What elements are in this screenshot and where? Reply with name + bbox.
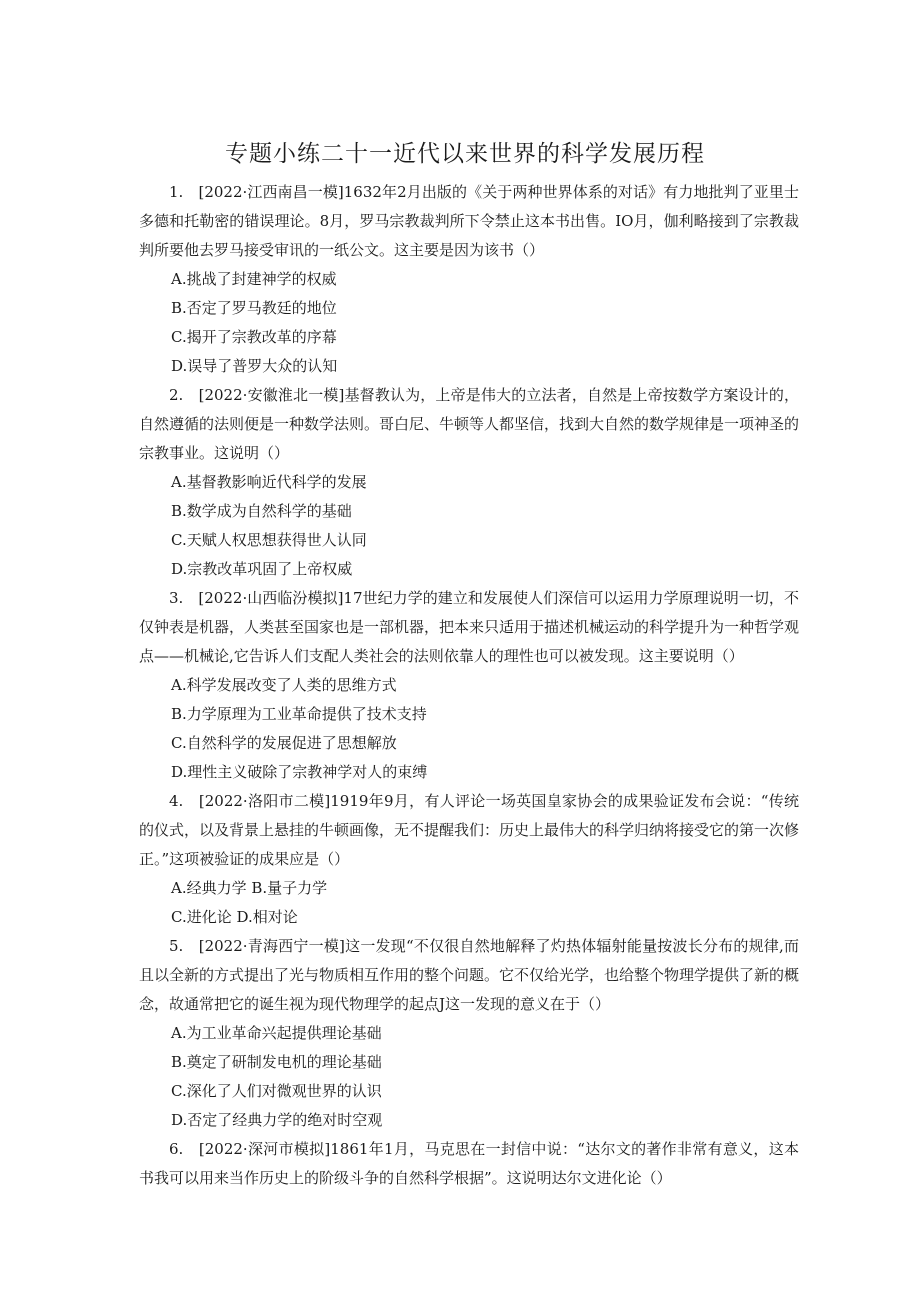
option-a-b: A.经典力学 B.量子力学 [171,879,328,897]
option-list [139,468,799,584]
option-list [139,874,799,932]
option-list [139,265,799,381]
option-c: C.深化了人们对微观世界的认识 [171,1082,382,1100]
option-c: C.天赋人权思想获得世人认同 [171,531,367,549]
question-stem: 5. [2022·青海西宁一模]这一发现“不仅很自然地解释了灼热体辐射能量按波长分布的规律,而且以全新的方式提出了光与物质相互作用的整个问题。它不仅给光学，也给整个物理学提供了新的概念，故通常把它的诞生视为现代物理学的起点J这一发现的意义在于（） [139,937,800,1013]
option-a: A.挑战了封建神学的权威 [171,270,337,288]
question-stem: 1. [2022·江西南昌一模]1632年2月出版的《关于两种世界体系的对话》有力地批判了亚里士多德和托勒密的错误理论。8月，罗马宗教裁判所下令禁止这本书出售。IO月，伽利略接到了宗教裁判所要他去罗马接受审讯的一纸公文。这主要是因为该书（） [139,183,799,259]
question-stem: 2. [2022·安徽淮北一模]基督教认为，上帝是伟大的立法者，自然是上帝按数学方案设计的，自然遵循的法则便是一种数学法则。哥白尼、牛顿等人都坚信，找到大自然的数学规律是一项神圣的宗教事业。这说明（） [139,386,800,462]
question-6 [139,1135,799,1193]
option-d: D.否定了经典力学的绝对时空观 [171,1111,383,1129]
question-list [139,178,799,1193]
question-2 [139,381,799,584]
question-4 [139,787,799,932]
option-b: B.否定了罗马教廷的地位 [171,299,337,317]
question-stem: 3. [2022·山西临汾模拟]17世纪力学的建立和发展使人们深信可以运用力学原理说明一切，不仅钟表是机器，人类甚至国家也是一部机器，把本来只适用于描述机械运动的科学提升为一种哲学观点——机械论,它告诉人们支配人类社会的法则依靠人的理性也可以被发现。这主要说明（） [139,589,800,665]
option-c: C.自然科学的发展促进了思想解放 [171,734,397,752]
question-3 [139,584,799,787]
question-stem: 6. [2022·深河市模拟]1861年1月，马克思在一封信中说：“达尔文的著作非常有意义，这本书我可以用来当作历史上的阶级斗争的自然科学根据”。这说明达尔文进化论（） [139,1140,799,1187]
option-b: B.奠定了研制发电机的理论基础 [171,1053,382,1071]
option-d: D.误导了普罗大众的认知 [171,357,338,375]
option-b: B.数学成为自然科学的基础 [171,502,352,520]
option-list [139,671,799,787]
question-1 [139,178,799,381]
option-a: A.科学发展改变了人类的思维方式 [171,676,397,694]
question-5 [139,932,799,1135]
option-c-d: C.进化论 D.相对论 [171,908,298,926]
option-d: D.理性主义破除了宗教神学对人的束缚 [171,763,428,781]
option-a: A.为工业革命兴起提供理论基础 [171,1024,382,1042]
option-b: B.力学原理为工业革命提供了技术支持 [171,705,427,723]
option-c: C.揭开了宗教改革的序幕 [171,328,337,346]
option-a: A.基督教影响近代科学的发展 [171,473,367,491]
option-list [139,1019,799,1135]
page-title: 专题小练二十一近代以来世界的科学发展历程 [225,141,705,167]
question-stem: 4. [2022·洛阳市二模]1919年9月，有人评论一场英国皇家协会的成果验证发布会说：“传统的仪式，以及背景上悬挂的牛顿画像，无不提醒我们：历史上最伟大的科学归纳将接受它的第一次修正。”这项被验证的成果应是（） [139,792,800,868]
option-d: D.宗教改革巩固了上帝权威 [171,560,353,578]
